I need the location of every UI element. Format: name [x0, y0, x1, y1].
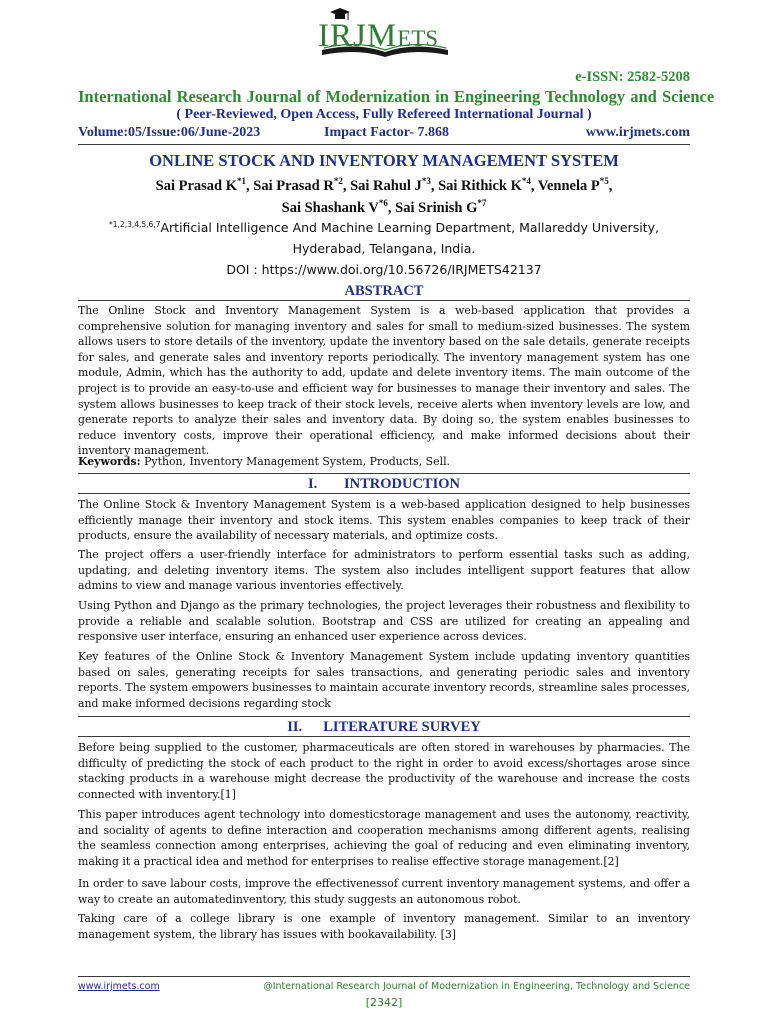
abstract-heading: ABSTRACT — [344, 283, 424, 299]
abstract-text: The Online Stock and Inventory Management System is a web-based application that provides a comprehensive solution for managing inventory and sales for small to medium-sized businesses. The system allows users to store details of the inventory, update the inventory based on the sale details, generate receipts for sales, and generate sales and inventory reports periodically. The inventory management system has one module, Admin, which has the authority to add, update and delete inventory items. The main outcome of the project is to provide an easy-to-use and efficient way for businesses to manage their inventory and sales. The system allows businesses to keep track of their stock levels, receive alerts when inventory levels are low, and generate reports to analyze their sales and inventory data. By doing so, the system enables businesses to reduce inventory costs, improve their operational efficiency, and make informed decisions about their inventory management. — [78, 304, 690, 458]
paper-title: ONLINE STOCK AND INVENTORY MANAGEMENT SYSTEM — [149, 151, 619, 170]
intro-paragraph-3: Using Python and Django as the primary technologies, the project leverages their robustness and flexibility to provide a reliable and scalable solution. Bootstrap and CSS are utilized for creating an appealing and responsive user interface, ensuring an enhanced user experience across devices. — [78, 599, 690, 644]
eissn: e-ISSN: 2582-5208 — [575, 69, 690, 85]
intro-top-divider — [78, 473, 690, 474]
volume-issue: Volume:05/Issue:06/June-2023 — [78, 125, 261, 140]
impact-factor: Impact Factor- 7.868 — [324, 125, 450, 140]
peer-review-line: ( Peer-Reviewed, Open Access, Fully Refereed International Journal ) — [176, 107, 592, 122]
lit-top-divider — [78, 716, 690, 717]
intro-bottom-divider — [78, 493, 690, 494]
authors-line-1: Sai Prasad $K^{*1}$, Sai Prasad $R^{*2}$, Sai Rahul $J^{*3}$, Sai Rithick $K^{*4}$, Vennela $P^{*5}$, — [155, 176, 613, 194]
lit-bottom-divider — [78, 736, 690, 737]
footer-divider — [78, 976, 690, 977]
intro-paragraph-4: Key features of the Online Stock & Inventory Management System include updating inventory quantities based on sales, generating receipts for sales transactions, and generating periodic sales and inventory reports. The system empowers businesses to maintain accurate inventory records, streamline sales processes, and make informed decisions regarding stock — [78, 650, 690, 710]
footer-copyright: @International Research Journal of Modernization in Engineering, Technology and Science — [263, 981, 690, 992]
header-divider — [78, 144, 690, 145]
affiliation-line-1: $^{*1,2,3,4,5,6,7}$Artificial Intelligence And Machine Learning Department, Mallareddy University, — [109, 220, 659, 236]
page-number: [2342] — [365, 996, 403, 1009]
lit-paragraph-2: This paper introduces agent technology into domesticstorage management and uses the autonomy, reactivity, and sociality of agents to define interaction and cooperation mechanisms among different agents, realising the seamless connection among enterprises, achieving the goal of reducing and even eliminating inventory, making it a practical idea and method for enterprises to realise effective storage management.[2] — [78, 808, 690, 868]
footer — [78, 981, 690, 997]
intro-heading: I. INTRODUCTION — [307, 476, 460, 492]
affiliation-line-2: Hyderabad, Telangana, India. — [292, 241, 476, 256]
journal-website[interactable]: www.irjmets.com — [585, 125, 690, 140]
logo-wordmark: IRJMETS — [318, 18, 439, 54]
intro-paragraph-1: The Online Stock & Inventory Management System is a web-based application designed to help businesses efficiently manage their inventory and stock items. This system enables companies to keep track of their products, ensure the availability of necessary materials, and optimize costs. — [78, 498, 690, 543]
keywords-line: Keywords: Python, Inventory Management System, Products, Sell. — [78, 455, 451, 468]
lit-paragraph-4: Taking care of a college library is one example of inventory management. Similar to an inventory management system, the library has issues with bookavailability. [3] — [78, 912, 690, 941]
lit-paragraph-3: In order to save labour costs, improve the effectivenessof current inventory management systems, and offer a way to create an automatedinventory, this study suggests an autonomous robot. — [78, 877, 690, 906]
volume-line — [78, 125, 690, 143]
footer-url[interactable]: www.irjmets.com — [78, 981, 160, 992]
intro-paragraph-2: The project offers a user-friendly interface for administrators to perform essential tasks such as adding, updating, and deleting inventory items. The system also includes intelligent support features that allow admins to view and manage various inventories effectively. — [78, 548, 690, 593]
journal-name: International Research Journal of Modernization in Engineering Technology and Science — [78, 87, 715, 106]
doi-line: DOI : https://www.doi.org/10.56726/IRJMETS42137 — [226, 262, 542, 277]
lit-heading: II. LITERATURE SURVEY — [287, 719, 481, 735]
lit-paragraph-1: Before being supplied to the customer, pharmaceuticals are often stored in warehouses by pharmacies. The difficulty of predicting the stock of each product to the right in order to avoid excess/shortages arose since stacking products in a warehouse might decrease the productivity of the warehouse and increase the costs connected with inventory.[1] — [78, 741, 690, 801]
journal-logo — [312, 8, 458, 58]
authors-line-2: Sai Shashank $V^{*6}$, Sai Srinish $G^{*7}$ — [281, 198, 487, 216]
abstract-divider — [78, 300, 690, 301]
